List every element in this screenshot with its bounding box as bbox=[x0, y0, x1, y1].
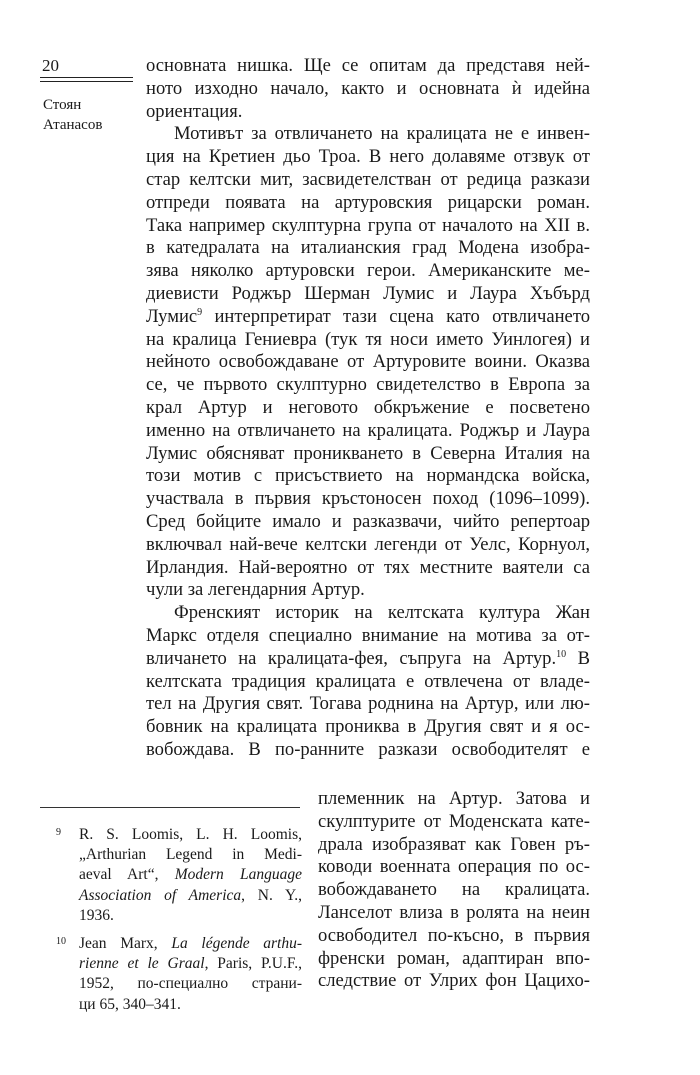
text-line: келтската традиция кралицата е отвлечена от владе- bbox=[146, 670, 590, 692]
footnote-journal-title: Association of America bbox=[79, 886, 242, 904]
footnote-line: 1952, по-специално страни- bbox=[79, 975, 302, 993]
text-line: нейното освобождаване от Артуровите воини. Оказва bbox=[146, 351, 590, 373]
footnote-book-title: La légende arthu- bbox=[171, 935, 302, 953]
text-line: в катедралата на италианския град Модена изобра- bbox=[146, 237, 590, 259]
text-line: Сред бойците имало и разказвачи, чийто репертоар bbox=[146, 510, 590, 532]
main-text bbox=[146, 55, 590, 762]
paragraph-start-line: Френският историк на келтската култура Жан bbox=[174, 602, 590, 624]
footnote-10 bbox=[40, 934, 302, 1015]
text-line: стар келтски мит, засвидетелстван от редица разкази bbox=[146, 168, 590, 190]
footnote-fragment: aeval Art“, bbox=[79, 866, 159, 884]
text-line: отпреди появата на артуровския рицарски роман. bbox=[146, 191, 590, 213]
text-line: драла изобразяват как Говен ръ- bbox=[318, 833, 590, 855]
text-line: племенник на Артур. Затова и bbox=[318, 788, 590, 809]
page-number: 20 bbox=[42, 56, 59, 75]
text-line: ция на Кретиен дьо Троа. В него долавяме отзвук от bbox=[146, 146, 590, 168]
text-line: Ирландия. Най-вероятно от тях местните ваятели са bbox=[146, 556, 590, 578]
text-line: Маркс отделя специално внимание на мотива за от- bbox=[146, 624, 590, 646]
text-line: на кралица Гениевра (тук тя носи името Уинлогея) и bbox=[146, 328, 590, 350]
text-line-with-footnote bbox=[146, 306, 590, 329]
text-fragment: В bbox=[577, 647, 590, 669]
footnote-book-title: rienne et le Graal bbox=[79, 955, 205, 973]
footnote-line bbox=[79, 954, 302, 974]
footnote-line: R. S. Loomis, L. H. Loomis, bbox=[79, 826, 302, 843]
running-head-author bbox=[43, 95, 102, 135]
text-line: Лумис обясняват проникването в Северна Италия на bbox=[146, 442, 590, 464]
header-rule-bottom bbox=[40, 81, 133, 82]
text-line: основната нишка. Ще се опитам да представя ней- bbox=[146, 55, 590, 76]
footnote-journal-title: Modern Language bbox=[174, 866, 302, 884]
footnote-rule bbox=[40, 807, 300, 808]
text-line: следствие от Улрих фон Цацихо- bbox=[318, 970, 590, 992]
text-line: вобождава. В по-ранните разкази освободителят е bbox=[146, 738, 590, 760]
text-line: крал Артур и неговото обкръжение е посветено bbox=[146, 396, 590, 418]
footnote-line: 1936. bbox=[79, 906, 114, 924]
footnote-fragment: Jean Marx, bbox=[79, 935, 158, 953]
text-line: Така например скулптурна група от началото на XII в. bbox=[146, 214, 590, 236]
footnote-ref-10: 10 bbox=[556, 648, 567, 660]
footnote-fragment: , Paris, P.U.F., bbox=[204, 955, 302, 973]
text-line: Ланселот влиза в ролята на неин bbox=[318, 901, 590, 923]
text-fragment: вличането на кралицата-фея, съпруга на Артур. bbox=[146, 647, 557, 669]
text-line: именно на отвличането на кралицата. Роджър и Лаура bbox=[146, 419, 590, 441]
text-line: зява няколко артуровски герои. Американските ме- bbox=[146, 260, 590, 282]
author-last-name: Атанасов bbox=[43, 117, 103, 133]
text-line: диевисти Роджър Шерман Лумис и Лаура Хъбърд bbox=[146, 282, 590, 304]
footnote-line bbox=[79, 886, 302, 906]
footnote-ref-9: 9 bbox=[197, 306, 203, 318]
text-line: бовник на кралицата прониква в Другия свят и я ос- bbox=[146, 716, 590, 738]
footnote-number: 9 bbox=[56, 827, 61, 838]
text-line: чули за легендарния Артур. bbox=[146, 579, 365, 601]
text-fragment: Лумис bbox=[146, 305, 198, 327]
footnote-line: „Arthurian Legend in Medi- bbox=[79, 846, 302, 864]
paragraph-start-line: Мотивът за отвличането на кралицата не е инвен- bbox=[174, 123, 590, 145]
footnote-number: 10 bbox=[56, 936, 66, 948]
text-line: ното изходно начало, както и основната ѝ идейна bbox=[146, 77, 590, 99]
text-line: скулптурите от Моденската кате- bbox=[318, 810, 590, 832]
text-line: освободител по-късно, в първия bbox=[318, 924, 590, 946]
text-fragment: интерпретират тази сцена като отвличането bbox=[214, 305, 590, 327]
footnote-fragment: , N. Y., bbox=[241, 886, 302, 904]
text-line: френски роман, адаптиран впо- bbox=[318, 947, 590, 969]
header-rule-top bbox=[40, 77, 133, 78]
footnote-line bbox=[79, 865, 302, 885]
footnotes bbox=[40, 825, 302, 1023]
text-line: тел на Другия свят. Тогава роднина на Артур, или лю- bbox=[146, 693, 590, 715]
text-line: вобождаването на кралицата. bbox=[318, 879, 590, 901]
text-line: този мотив с присъствието на нормандска войска, bbox=[146, 465, 590, 487]
right-text-block bbox=[318, 788, 590, 993]
author-first-name: Стоян bbox=[43, 97, 82, 113]
text-line: ководи военната операция по ос- bbox=[318, 856, 590, 878]
text-line-with-footnote bbox=[146, 648, 590, 671]
text-line: включвал най-вече келтски легенди от Уелс, Корнуол, bbox=[146, 533, 590, 555]
text-line: се, че първото скулптурно свидетелство в Европа за bbox=[146, 374, 590, 396]
footnote-line bbox=[79, 934, 302, 954]
footnote-9 bbox=[40, 825, 302, 926]
text-line: ориентация. bbox=[146, 100, 243, 122]
footnote-line: ци 65, 340–341. bbox=[79, 995, 181, 1013]
text-line: участвала в първия кръстоносен поход (1096–1099). bbox=[146, 488, 590, 510]
